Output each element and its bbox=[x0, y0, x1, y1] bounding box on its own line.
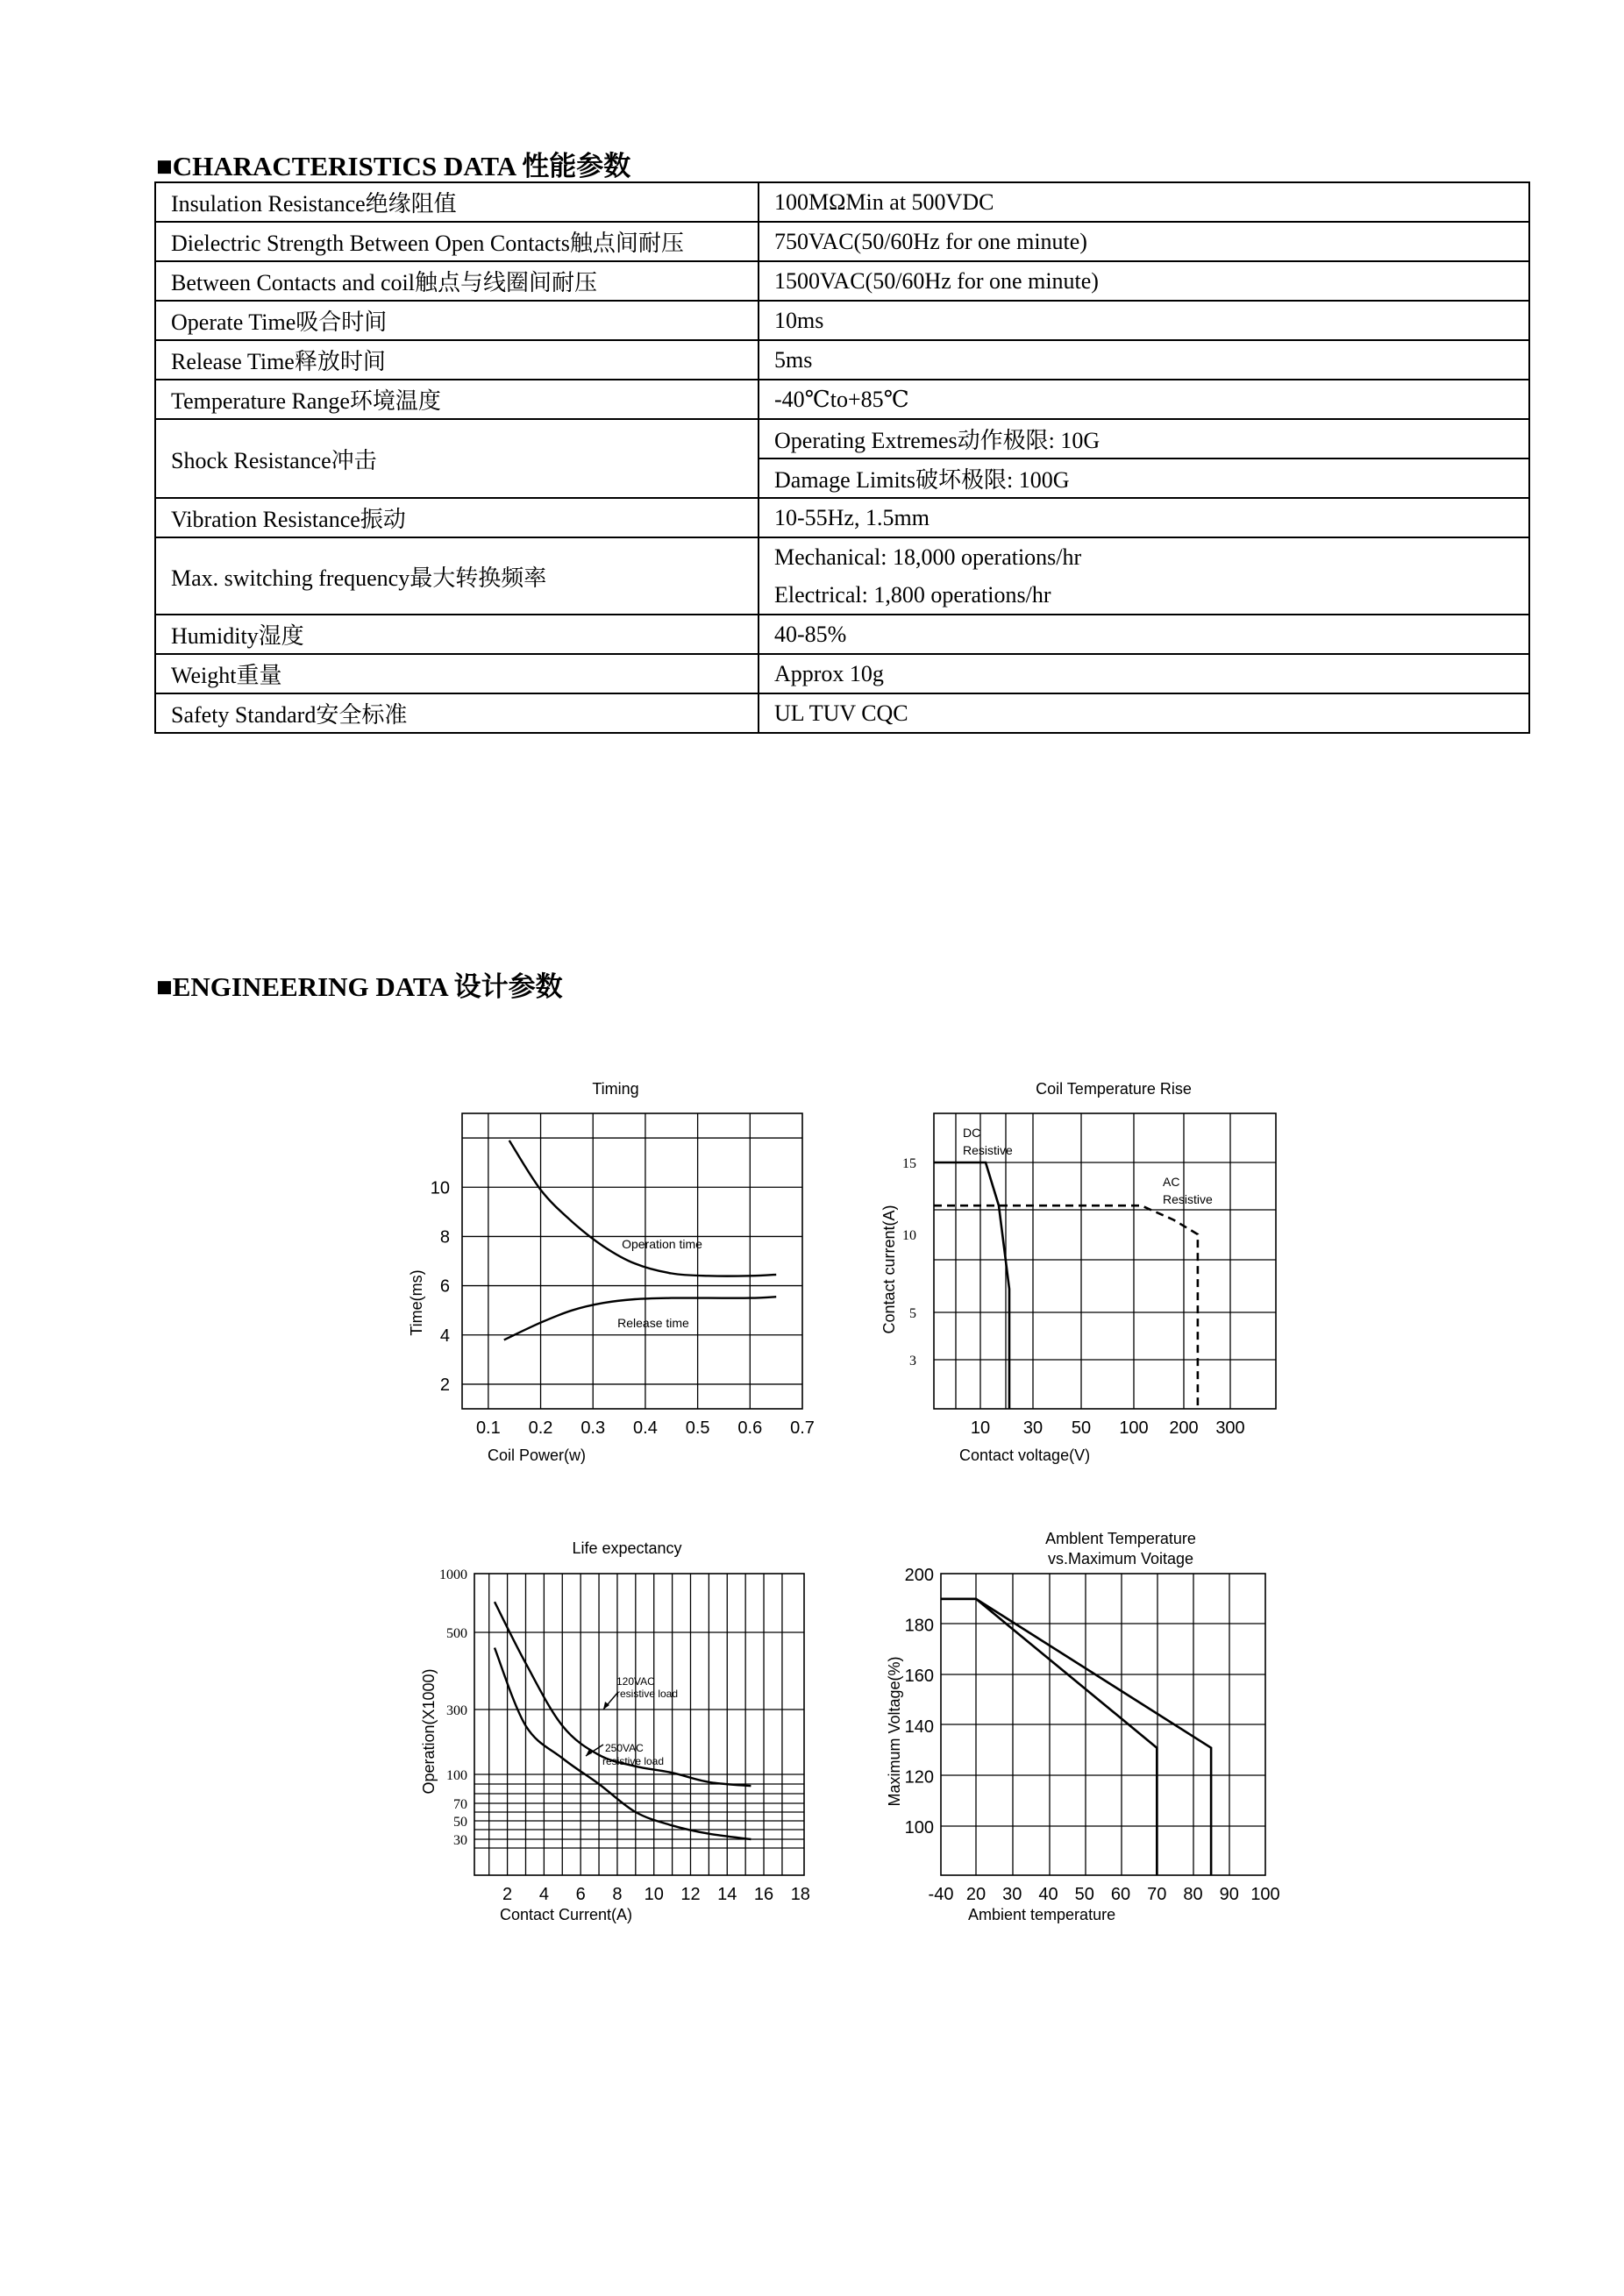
x-tick-label: 0.4 bbox=[633, 1418, 658, 1438]
y-axis-label: Maximum Voltage(%) bbox=[886, 1656, 903, 1807]
row-value: Operating Extremes动作极限: 10G bbox=[759, 419, 1529, 458]
row-label: Safety Standard安全标准 bbox=[155, 693, 759, 733]
plot-frame bbox=[934, 1113, 1276, 1409]
plot-frame bbox=[462, 1113, 802, 1409]
x-axis-label: Contact Current(A) bbox=[500, 1906, 633, 1923]
x-tick-label: 30 bbox=[1002, 1885, 1022, 1904]
x-tick-label: 2 bbox=[502, 1885, 513, 1904]
y-tick-label: 6 bbox=[439, 1276, 450, 1297]
life-expectancy-chart bbox=[420, 1539, 810, 1923]
x-tick-label: 300 bbox=[1215, 1418, 1245, 1438]
x-tick-label: 0.1 bbox=[475, 1418, 501, 1438]
y-tick-label: 300 bbox=[446, 1703, 467, 1718]
row-value: 1500VAC(50/60Hz for one minute) bbox=[759, 261, 1529, 301]
x-tick-label: 20 bbox=[965, 1885, 987, 1904]
y-tick-label: 15 bbox=[902, 1156, 916, 1171]
y-tick-label: 30 bbox=[453, 1833, 467, 1848]
row-label: Insulation Resistance绝缘阻值 bbox=[155, 182, 759, 222]
row-value: UL TUV CQC bbox=[759, 693, 1529, 733]
x-tick-label: -40 bbox=[928, 1885, 954, 1904]
row-label: Weight重量 bbox=[155, 654, 759, 693]
y-tick-label: 2 bbox=[439, 1375, 450, 1395]
x-tick-label: 80 bbox=[1183, 1885, 1203, 1904]
engineering-title: ■ENGINEERING DATA 设计参数 bbox=[156, 971, 563, 1002]
series-label: DC bbox=[963, 1126, 981, 1140]
row-value: 40-85% bbox=[759, 615, 1529, 654]
y-axis-label: Operation(X1000) bbox=[420, 1668, 438, 1795]
y-tick-label: 5 bbox=[909, 1306, 916, 1321]
x-tick-label: 50 bbox=[1071, 1418, 1092, 1438]
row-label: Shock Resistance冲击 bbox=[155, 419, 759, 498]
ambient-temperature-chart bbox=[886, 1530, 1280, 1923]
x-axis-label: Coil Power(w) bbox=[488, 1447, 587, 1464]
row-value-line: Mechanical: 18,000 operations/hr bbox=[774, 544, 1082, 570]
y-axis-label: Time(ms) bbox=[408, 1269, 425, 1336]
series-curve-b bbox=[941, 1599, 1211, 1875]
y-tick-label: 10 bbox=[430, 1178, 450, 1198]
y-tick-label: 100 bbox=[904, 1818, 934, 1838]
series-ac-resistive bbox=[934, 1205, 1198, 1409]
y-tick-label: 200 bbox=[904, 1566, 934, 1585]
row-label: Operate Time吸合时间 bbox=[155, 301, 759, 340]
row-label: Vibration Resistance振动 bbox=[155, 498, 759, 537]
x-tick-label: 18 bbox=[790, 1885, 810, 1904]
x-tick-label: 16 bbox=[753, 1885, 774, 1904]
annotation-label: 250VAC bbox=[605, 1742, 644, 1754]
row-label: Temperature Range环境温度 bbox=[155, 380, 759, 419]
x-tick-label: 0.2 bbox=[528, 1418, 553, 1438]
y-tick-label: 70 bbox=[453, 1797, 467, 1812]
x-tick-label: 10 bbox=[644, 1885, 664, 1904]
annotation-label: resistive load bbox=[616, 1688, 679, 1700]
chart-title: Amblent Temperature bbox=[1045, 1530, 1196, 1547]
y-tick-label: 160 bbox=[904, 1667, 934, 1687]
x-tick-label: 8 bbox=[612, 1885, 623, 1904]
x-tick-label: 0.5 bbox=[685, 1418, 710, 1438]
y-tick-label: 500 bbox=[446, 1626, 467, 1641]
y-tick-label: 50 bbox=[453, 1815, 467, 1830]
y-tick-label: 140 bbox=[904, 1717, 934, 1737]
row-value: 750VAC(50/60Hz for one minute) bbox=[759, 222, 1529, 261]
row-value: 10-55Hz, 1.5mm bbox=[759, 498, 1529, 537]
x-tick-label: 12 bbox=[680, 1885, 701, 1904]
x-tick-label: 0.6 bbox=[737, 1418, 763, 1438]
y-tick-label: 120 bbox=[904, 1767, 934, 1788]
characteristics-title: ■CHARACTERISTICS DATA 性能参数 bbox=[156, 151, 631, 181]
y-tick-label: 10 bbox=[902, 1228, 916, 1243]
y-axis-label: Contact current(A) bbox=[880, 1205, 898, 1334]
x-tick-label: 0.3 bbox=[581, 1418, 606, 1438]
x-tick-label: 100 bbox=[1119, 1418, 1149, 1438]
series-operation-time bbox=[509, 1141, 777, 1276]
coil-temperature-chart bbox=[880, 1080, 1276, 1464]
x-tick-label: 4 bbox=[538, 1885, 549, 1904]
x-tick-label: 6 bbox=[575, 1885, 586, 1904]
series-label: Operation time bbox=[622, 1237, 702, 1251]
row-value-line: Electrical: 1,800 operations/hr bbox=[774, 582, 1051, 608]
row-value: Damage Limits破坏极限: 100G bbox=[759, 458, 1529, 498]
x-axis-label: Contact voltage(V) bbox=[959, 1447, 1091, 1464]
row-label: Between Contacts and coil触点与线圈间耐压 bbox=[155, 261, 759, 301]
series-label: Release time bbox=[617, 1316, 689, 1330]
row-value: -40℃to+85℃ bbox=[759, 380, 1529, 419]
x-tick-label: 90 bbox=[1219, 1885, 1239, 1904]
y-tick-label: 180 bbox=[904, 1616, 934, 1636]
x-axis-label: Ambient temperature bbox=[968, 1906, 1116, 1923]
x-tick-label: 30 bbox=[1022, 1418, 1043, 1438]
series-dc-resistive bbox=[934, 1162, 1009, 1409]
series-label: Resistive bbox=[1163, 1192, 1213, 1206]
row-label: Release Time释放时间 bbox=[155, 340, 759, 380]
x-tick-label: 14 bbox=[717, 1885, 737, 1904]
row-value: 5ms bbox=[759, 340, 1529, 380]
row-label: Humidity湿度 bbox=[155, 615, 759, 654]
chart-title: Timing bbox=[592, 1080, 639, 1098]
chart-title: Life expectancy bbox=[572, 1539, 682, 1557]
x-tick-label: 50 bbox=[1074, 1885, 1094, 1904]
x-tick-label: 200 bbox=[1169, 1418, 1199, 1438]
timing-chart bbox=[408, 1080, 815, 1464]
chart-subtitle: vs.Maximum Voitage bbox=[1047, 1550, 1194, 1567]
annotation-label: resistive load bbox=[602, 1755, 665, 1767]
row-label: Max. switching frequency最大转换频率 bbox=[155, 537, 759, 615]
row-value: 100MΩMin at 500VDC bbox=[759, 182, 1529, 222]
series-curve-a bbox=[941, 1599, 1157, 1875]
row-label: Dielectric Strength Between Open Contacts触点间耐压 bbox=[155, 222, 759, 261]
x-tick-label: 10 bbox=[970, 1418, 991, 1438]
chart-title: Coil Temperature Rise bbox=[1036, 1080, 1192, 1098]
y-tick-label: 3 bbox=[909, 1354, 916, 1368]
x-tick-label: 100 bbox=[1250, 1885, 1280, 1904]
row-value: 10ms bbox=[759, 301, 1529, 340]
annotation-label: 120VAC bbox=[616, 1675, 655, 1688]
x-tick-label: 70 bbox=[1147, 1885, 1167, 1904]
x-tick-label: 0.7 bbox=[790, 1418, 815, 1438]
row-value: Approx 10g bbox=[759, 654, 1529, 693]
series-label: AC bbox=[1163, 1175, 1180, 1189]
series-label: Resistive bbox=[963, 1143, 1013, 1157]
y-tick-label: 1000 bbox=[439, 1567, 467, 1582]
y-tick-label: 100 bbox=[446, 1768, 467, 1783]
x-tick-label: 60 bbox=[1110, 1885, 1131, 1904]
x-tick-label: 40 bbox=[1038, 1885, 1058, 1904]
y-tick-label: 4 bbox=[439, 1326, 450, 1346]
y-tick-label: 8 bbox=[439, 1227, 450, 1248]
